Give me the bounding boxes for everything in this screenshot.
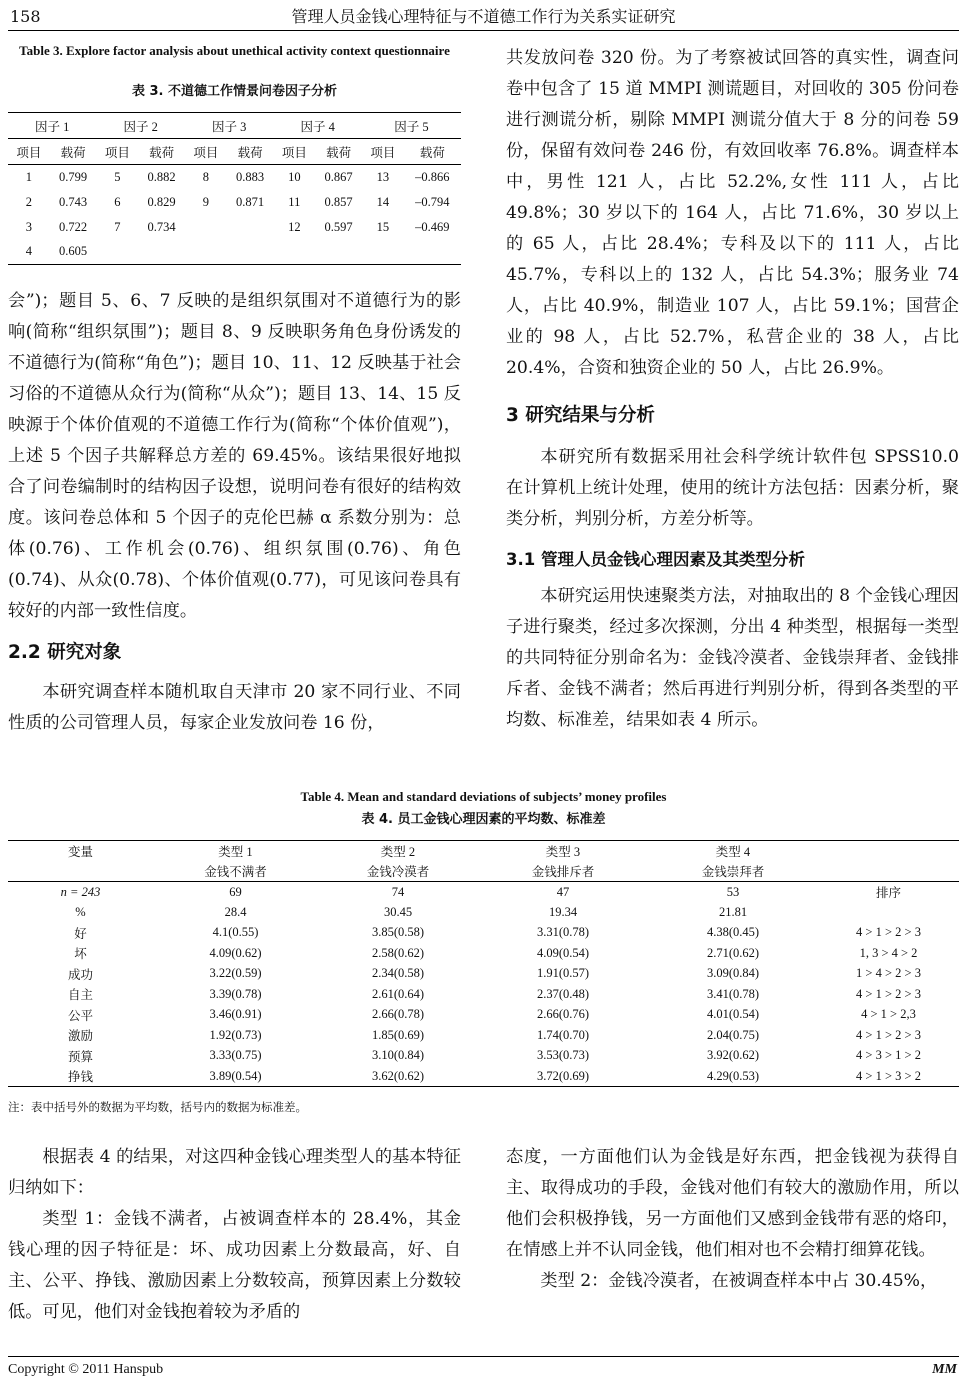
table-cell: 预算 <box>67 1049 93 1064</box>
table-row <box>8 1025 959 1046</box>
table3-sub-header: 项目 <box>8 139 50 165</box>
table-cell: 19.34 <box>548 904 578 919</box>
paragraph: 本研究运用快速聚类方法，对抽取出的 8 个金钱心理因子进行聚类，经过多次探测，分出 4 种类型，根据每一类型的共同特征分别命名为：金钱冷漠者、金钱崇拜者、金钱排斥者、金钱不满者；然后再进行判别分析，得到各类型的平均数、标准差，结果如表 4 所示。 <box>506 586 959 730</box>
table4-subheader: 金钱崇拜者 <box>648 861 818 882</box>
table-cell: 11 <box>288 194 301 209</box>
table4-header: 类型 4 <box>648 841 818 862</box>
table-cell: 3.33(0.75) <box>209 1048 262 1063</box>
table3-sub-header: 项目 <box>185 139 227 165</box>
table-cell: 3.62(0.62) <box>318 1066 478 1087</box>
table-cell: 28.4 <box>224 904 247 919</box>
table-cell: 4 > 1 > 2 > 3 <box>856 925 921 940</box>
table-cell <box>97 240 139 265</box>
table-row <box>8 215 461 240</box>
table-cell: % <box>75 904 86 919</box>
table-cell: 4 > 1 > 2,3 <box>861 1007 916 1022</box>
table4-note: 注：表中括号外的数据为平均数，括号内的数据为标准差。 <box>8 1100 307 1114</box>
table-cell: 4.09(0.54) <box>536 945 590 960</box>
table-cell: 2.58(0.62) <box>371 945 425 960</box>
table-cell: 3.22(0.59) <box>209 966 262 981</box>
table-cell <box>138 240 185 265</box>
table-row <box>8 902 959 923</box>
table-cell: 1.85(0.69) <box>371 1027 425 1042</box>
table-cell: 74 <box>391 884 405 899</box>
table-cell: –0.866 <box>415 169 450 184</box>
table-cell: 10 <box>288 169 301 184</box>
table-cell: 0.882 <box>147 169 176 184</box>
table4-header-row <box>8 841 959 862</box>
header-rule <box>8 30 959 31</box>
paragraph: 根据表 4 的结果，对这四种金钱心理类型人的基本特征归纳如下： <box>8 1147 461 1198</box>
table-cell: 3.72(0.69) <box>478 1066 648 1087</box>
table-row <box>8 882 959 903</box>
table-row <box>8 1066 959 1087</box>
table-cell: 3.92(0.62) <box>706 1048 760 1063</box>
table-cell: 0.734 <box>147 219 176 234</box>
table-cell: 15 <box>376 219 390 234</box>
table-cell <box>185 240 227 265</box>
table-cell: 4 <box>8 240 50 265</box>
table-cell: 6 <box>114 194 121 209</box>
table4 <box>8 840 959 1087</box>
table-row <box>8 190 461 215</box>
table-cell: 0.597 <box>324 219 353 234</box>
table-cell <box>274 240 316 265</box>
table-cell: 成功 <box>67 967 93 982</box>
table3-sub-header: 载荷 <box>138 139 185 165</box>
table-cell: 4 > 3 > 1 > 2 <box>856 1048 921 1063</box>
table-cell: 坏 <box>74 947 87 962</box>
table-row <box>8 165 461 190</box>
table-cell: 3.53(0.73) <box>536 1048 590 1063</box>
table-cell: 2 <box>25 194 32 209</box>
table-cell: 3.85(0.58) <box>371 925 425 940</box>
table-cell: 0.799 <box>59 169 88 184</box>
table3-sub-header: 载荷 <box>50 139 97 165</box>
table-cell <box>315 240 362 265</box>
table-cell: 0.605 <box>50 240 97 265</box>
table-cell: 0.867 <box>324 169 353 184</box>
table-cell: 4 > 1 > 2 > 3 <box>856 1027 921 1042</box>
table-cell <box>185 215 227 240</box>
table3-sub-header: 项目 <box>362 139 404 165</box>
table-cell: 3.46(0.91) <box>209 1007 262 1022</box>
table-cell: 47 <box>556 884 570 899</box>
paragraph: 类型 2：金钱冷漠者，在被调查样本中占 30.45%， <box>540 1271 938 1291</box>
table4-header: 类型 1 <box>153 841 318 862</box>
table-cell: 0.871 <box>236 194 265 209</box>
bottom-right-column <box>506 1142 959 1297</box>
table-cell: 69 <box>229 884 242 899</box>
table-cell: 2.61(0.64) <box>371 986 425 1001</box>
table-cell: 12 <box>288 219 301 234</box>
table-cell: 激励 <box>67 1029 93 1044</box>
section-heading-3: 3 研究结果与分析 <box>506 405 655 426</box>
table3-factor-header: 因子 3 <box>185 113 274 139</box>
table4-caption-en: Table 4. Mean and standard deviations of subjects’ money profiles <box>300 789 667 804</box>
table-cell <box>404 240 461 265</box>
paragraph: 态度，一方面他们认为金钱是好东西，把金钱视为获得自主、取得成功的手段，金钱对他们有较大的激励作用，所以他们会积极挣钱，另一方面他们又感到金钱带有恶的烙印，在情感上并不认同金钱，他们相对也不会精打细算花钱。 <box>506 1147 959 1260</box>
paragraph: 本研究所有数据采用社会科学统计软件包 SPSS10.0 在计算机上统计处理，使用的统计方法包括：因素分析，聚类分析，判别分析，方差分析等。 <box>506 447 959 529</box>
table-row <box>8 943 959 964</box>
table4-header <box>818 841 959 862</box>
table-cell: 排序 <box>875 886 901 900</box>
paragraph: 共发放问卷 320 份。为了考察被试回答的真实性，调查问卷中包含了 15 道 MMPI 测谎题目，对回收的 305 份问卷进行测谎分析，剔除 MMPI 测谎分值大于 8 分的问卷 59 份，保留有效问卷 246 份，有效回收率 76.8%。调查样本中，男性 121 人，占比 52.2%,女性 111 人，占比 49.8%；30 岁以下的 164 人，占比 71.6%，30 岁以上的 65 人，占比 28.4%；专科及以下的 111 人，占比 45.7%，专科以上的 132 人，占比 54.3%；服务业 74 人，占比 40.9%，制造业 107 人，占比 59.1%；国营企业的 98 人，占比 52.7%，私营企业的 38 人，占比 20.4%，合资和独资企业的 50 人，占比 26.9%。 <box>506 48 959 378</box>
table3-sub-header-row <box>8 139 461 165</box>
table-cell: 53 <box>726 884 740 899</box>
table-cell: 2.37(0.48) <box>536 986 590 1001</box>
right-column <box>506 43 959 736</box>
table-cell: 2.34(0.58) <box>371 966 425 981</box>
table-row <box>8 1005 959 1026</box>
table-cell: 4.1(0.55) <box>212 925 259 940</box>
table-row <box>8 240 461 265</box>
table-cell: 1.91(0.57) <box>536 966 590 981</box>
table-cell: 13 <box>376 169 390 184</box>
section-heading-3-1: 3.1 管理人员金钱心理因素及其类型分析 <box>506 550 805 569</box>
table-cell: 3.10(0.84) <box>371 1048 425 1063</box>
table-cell <box>227 240 274 265</box>
table3-sub-header: 项目 <box>97 139 139 165</box>
table3-factor-header: 因子 1 <box>8 113 97 139</box>
table-row <box>8 984 959 1005</box>
table-cell: 3.41(0.78) <box>706 986 760 1001</box>
table4-subheader: 金钱排斥者 <box>478 861 648 882</box>
table-cell: n = 243 <box>60 884 101 899</box>
table3-factor-header: 因子 4 <box>274 113 363 139</box>
table-cell: 1 <box>25 169 32 184</box>
table3-sub-header: 载荷 <box>227 139 274 165</box>
table4-subheader: 金钱冷漠者 <box>318 861 478 882</box>
table-cell: 2.71(0.62) <box>706 945 760 960</box>
table4-subheader-row <box>8 861 959 882</box>
table3-sub-header: 载荷 <box>315 139 362 165</box>
copyright: Copyright © 2011 Hanspub <box>8 1362 164 1377</box>
bottom-left-column <box>8 1142 461 1328</box>
paragraph: 类型 1：金钱不满者，占被调查样本的 28.4%，其金钱心理的因子特征是：坏、成功因素上分数最高，好、自主、公平、挣钱、激励因素上分数较高，预算因素上分数较低。可见，他们对金钱抱着较为矛盾的 <box>8 1209 461 1322</box>
table-cell: 4.38(0.45) <box>706 925 760 940</box>
table-cell: 8 <box>202 169 209 184</box>
table-cell: 0.883 <box>236 169 265 184</box>
page-footer <box>8 1362 957 1378</box>
table-cell: 7 <box>114 219 121 234</box>
page-number: 158 <box>10 7 41 26</box>
table-cell: 1 > 4 > 2 > 3 <box>856 966 921 981</box>
table-cell: 挣钱 <box>8 1066 153 1087</box>
table3-factor-header: 因子 5 <box>362 113 461 139</box>
table-cell: 3 <box>25 219 32 234</box>
table4-header: 类型 2 <box>318 841 478 862</box>
table3-factor-header-row <box>8 113 461 139</box>
paragraph: 本研究调查样本随机取自天津市 20 家不同行业、不同性质的公司管理人员，每家企业发放问卷 16 份， <box>8 682 461 733</box>
table-cell: 2.04(0.75) <box>706 1027 760 1042</box>
table-cell: 0.722 <box>59 219 88 234</box>
table-cell: 4.29(0.53) <box>648 1066 818 1087</box>
table-cell: 自主 <box>67 988 93 1003</box>
table-cell: 30.45 <box>383 904 413 919</box>
table-row <box>8 964 959 985</box>
table-cell: 0.829 <box>147 194 176 209</box>
table3-caption-zh: 表 3. 不道德工作情景问卷因子分析 <box>131 84 338 99</box>
table-cell: 3.39(0.78) <box>209 986 262 1001</box>
table3 <box>8 112 461 265</box>
table-cell: 公平 <box>67 1008 93 1023</box>
table-row <box>8 923 959 944</box>
table-cell <box>362 240 404 265</box>
paragraph: 会”)；题目 5、6、7 反映的是组织氛围对不道德行为的影响(简称“组织氛围”)；题目 8、9 反映职务角色身份诱发的不道德行为(简称“角色”)；题目 10、11、12 反映基于社会习俗的不道德从众行为(简称“从众”)；题目 13、14、15 反映源于个体价值观的不道德工作行为(简称“个体价值观”)，上述 5 个因子共解释总方差的 69.45%。该结果很好地拟合了问卷编制时的结构因子设想，说明问卷有很好的结构效度。该问卷总体和 5 个因子的克伦巴赫 α 系数分别为：总体(0.76)、工作机会(0.76)、组织氛围(0.76)、角色(0.74)、从众(0.78)、个体价值观(0.77)，可见该问卷具有较好的内部一致性信度。 <box>8 291 461 621</box>
table4-subheader <box>8 861 153 882</box>
table-cell <box>227 215 274 240</box>
table-cell: 1.92(0.73) <box>209 1027 262 1042</box>
table-cell: 好 <box>74 926 87 941</box>
table-row <box>8 1046 959 1067</box>
table-cell: 4.09(0.62) <box>209 945 262 960</box>
table-cell: 0.857 <box>324 194 353 209</box>
section-heading-2-2: 2.2 研究对象 <box>8 642 122 663</box>
table3-sub-header: 载荷 <box>404 139 461 165</box>
table-cell: 2.66(0.76) <box>536 1007 590 1022</box>
running-title: 管理人员金钱心理特征与不道德工作行为关系实证研究 <box>291 7 676 26</box>
table-cell: 3.31(0.78) <box>536 925 590 940</box>
left-column <box>8 286 461 739</box>
table-cell: –0.794 <box>415 194 450 209</box>
table4-header: 变量 <box>8 841 153 862</box>
table-cell: 1.74(0.70) <box>536 1027 590 1042</box>
journal-abbrev: MM <box>932 1362 957 1377</box>
table-cell: 21.81 <box>718 904 748 919</box>
table-cell: 9 <box>202 194 209 209</box>
table3-factor-header: 因子 2 <box>97 113 186 139</box>
table-cell: 2.66(0.78) <box>371 1007 425 1022</box>
table4-header: 类型 3 <box>478 841 648 862</box>
table-cell <box>818 902 959 923</box>
table4-caption-zh: 表 4. 员工金钱心理因素的平均数、标准差 <box>361 812 606 827</box>
table4-subheader <box>818 861 959 882</box>
table-cell: 0.743 <box>59 194 88 209</box>
page-header <box>10 6 957 28</box>
table-cell: 4 > 1 > 2 > 3 <box>856 986 921 1001</box>
table-cell: 5 <box>114 169 121 184</box>
table-cell: 1, 3 > 4 > 2 <box>859 945 918 960</box>
table4-subheader: 金钱不满者 <box>153 861 318 882</box>
footer-rule <box>8 1356 959 1357</box>
table3-caption-en: Table 3. Explore factor analysis about unethical activity context questionnaire <box>19 43 450 58</box>
table-cell: –0.469 <box>415 219 450 234</box>
table-cell: 3.09(0.84) <box>706 966 760 981</box>
table-cell: 3.89(0.54) <box>153 1066 318 1087</box>
table-cell: 14 <box>376 194 390 209</box>
table-cell: 4.01(0.54) <box>706 1007 760 1022</box>
table3-sub-header: 项目 <box>274 139 316 165</box>
table-cell: 4 > 1 > 3 > 2 <box>818 1066 959 1087</box>
